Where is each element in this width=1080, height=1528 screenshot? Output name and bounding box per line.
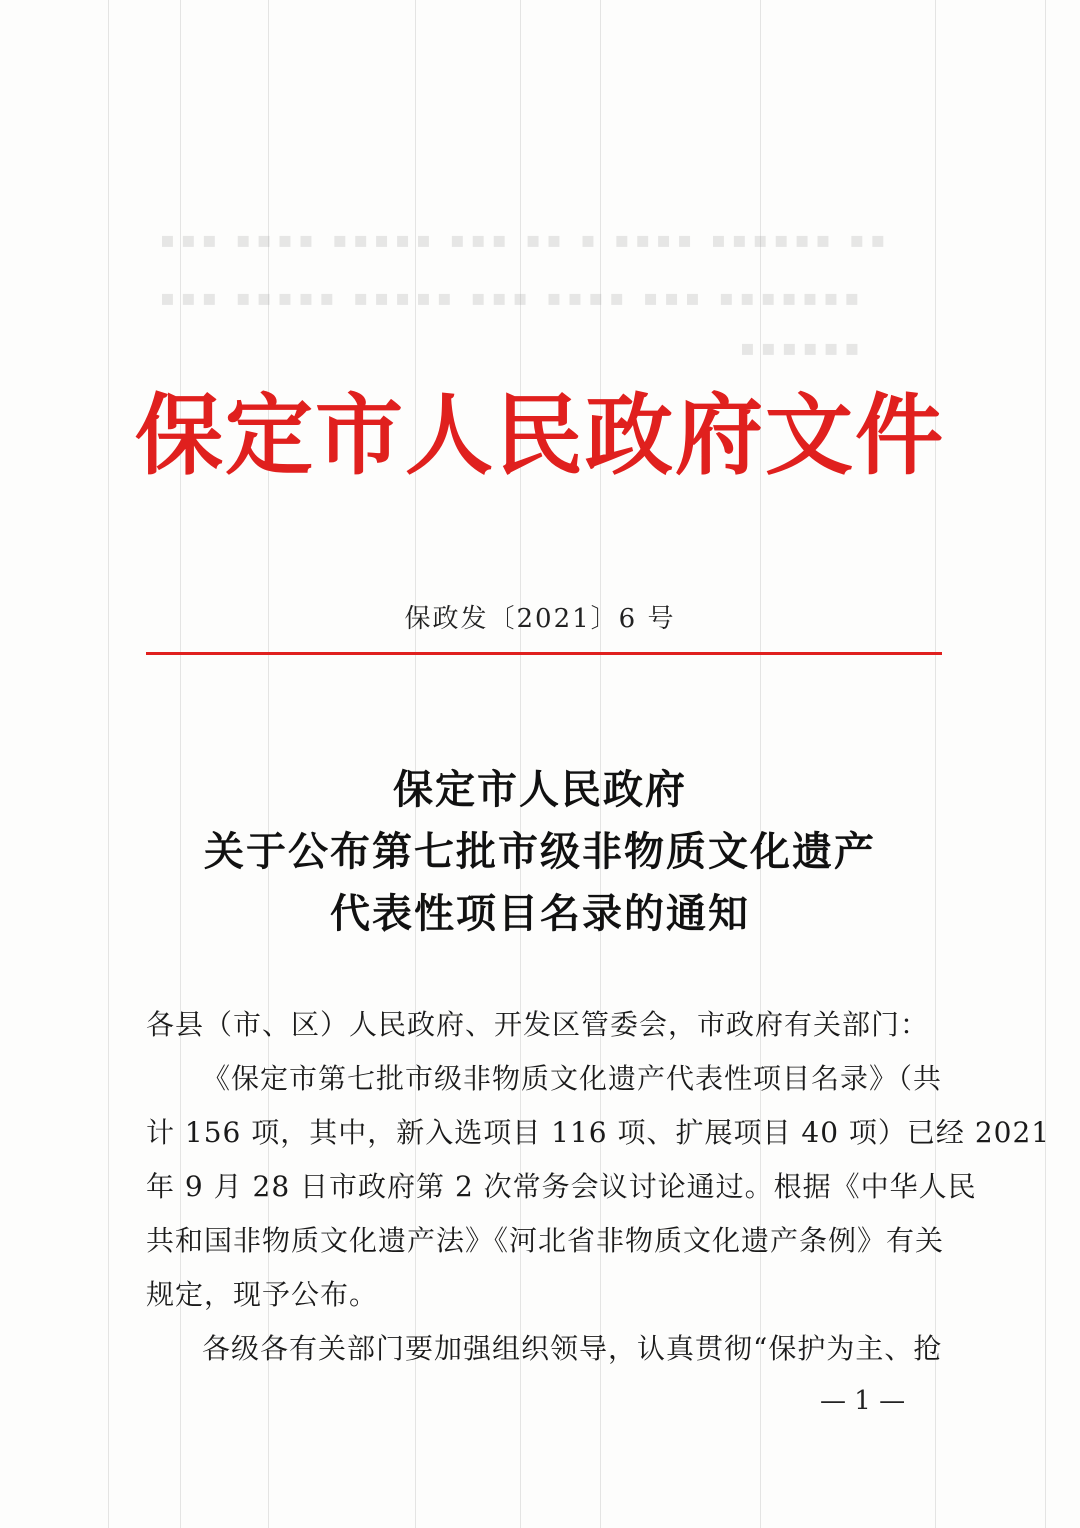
bleed-through-text: ▪▪▪▪▪▪ bbox=[740, 336, 866, 361]
document-title-line-3: 代表性项目名录的通知 bbox=[330, 890, 750, 937]
red-divider bbox=[146, 652, 942, 655]
document-number: 保政发〔2021〕6 号 bbox=[404, 604, 676, 634]
document-masthead: 保定市人民政府文件 bbox=[134, 383, 945, 487]
paragraph-1-line-1: 《保定市第七批市级非物质文化遗产代表性项目名录》（共 bbox=[202, 1062, 943, 1095]
bleed-through-text: ▪▪▪ ▪▪▪▪▪ ▪▪▪▪▪ ▪▪▪ ▪▪▪▪ ▪▪▪ ▪▪▪▪▪▪▪ bbox=[160, 286, 866, 311]
paragraph-1-line-4: 共和国非物质文化遗产法》《河北省非物质文化遗产条例》有关 bbox=[146, 1224, 945, 1257]
page-number: — 1 — bbox=[820, 1386, 906, 1416]
document-title-line-1: 保定市人民政府 bbox=[393, 766, 687, 813]
paragraph-1-line-5: 规定，现予公布。 bbox=[146, 1278, 379, 1311]
bleed-through-text: ▪▪▪ ▪▪▪▪ ▪▪▪▪▪ ▪▪▪ ▪▪ ▪ ▪▪▪▪ ▪▪▪▪▪▪ ▪▪ bbox=[160, 228, 892, 253]
document-title-line-2: 关于公布第七批市级非物质文化遗产 bbox=[204, 828, 876, 875]
paragraph-1-line-2: 计 156 项，其中，新入选项目 116 项、扩展项目 40 项）已经 2021 bbox=[146, 1116, 1051, 1149]
paragraph-2-line-1: 各级各有关部门要加强组织领导，认真贯彻“保护为主、抢 bbox=[202, 1332, 943, 1365]
paragraph-1-line-3: 年 9 月 28 日市政府第 2 次常务会议讨论通过。根据《中华人民 bbox=[146, 1170, 977, 1203]
salutation: 各县（市、区）人民政府、开发区管委会，市政府有关部门： bbox=[146, 1008, 930, 1041]
